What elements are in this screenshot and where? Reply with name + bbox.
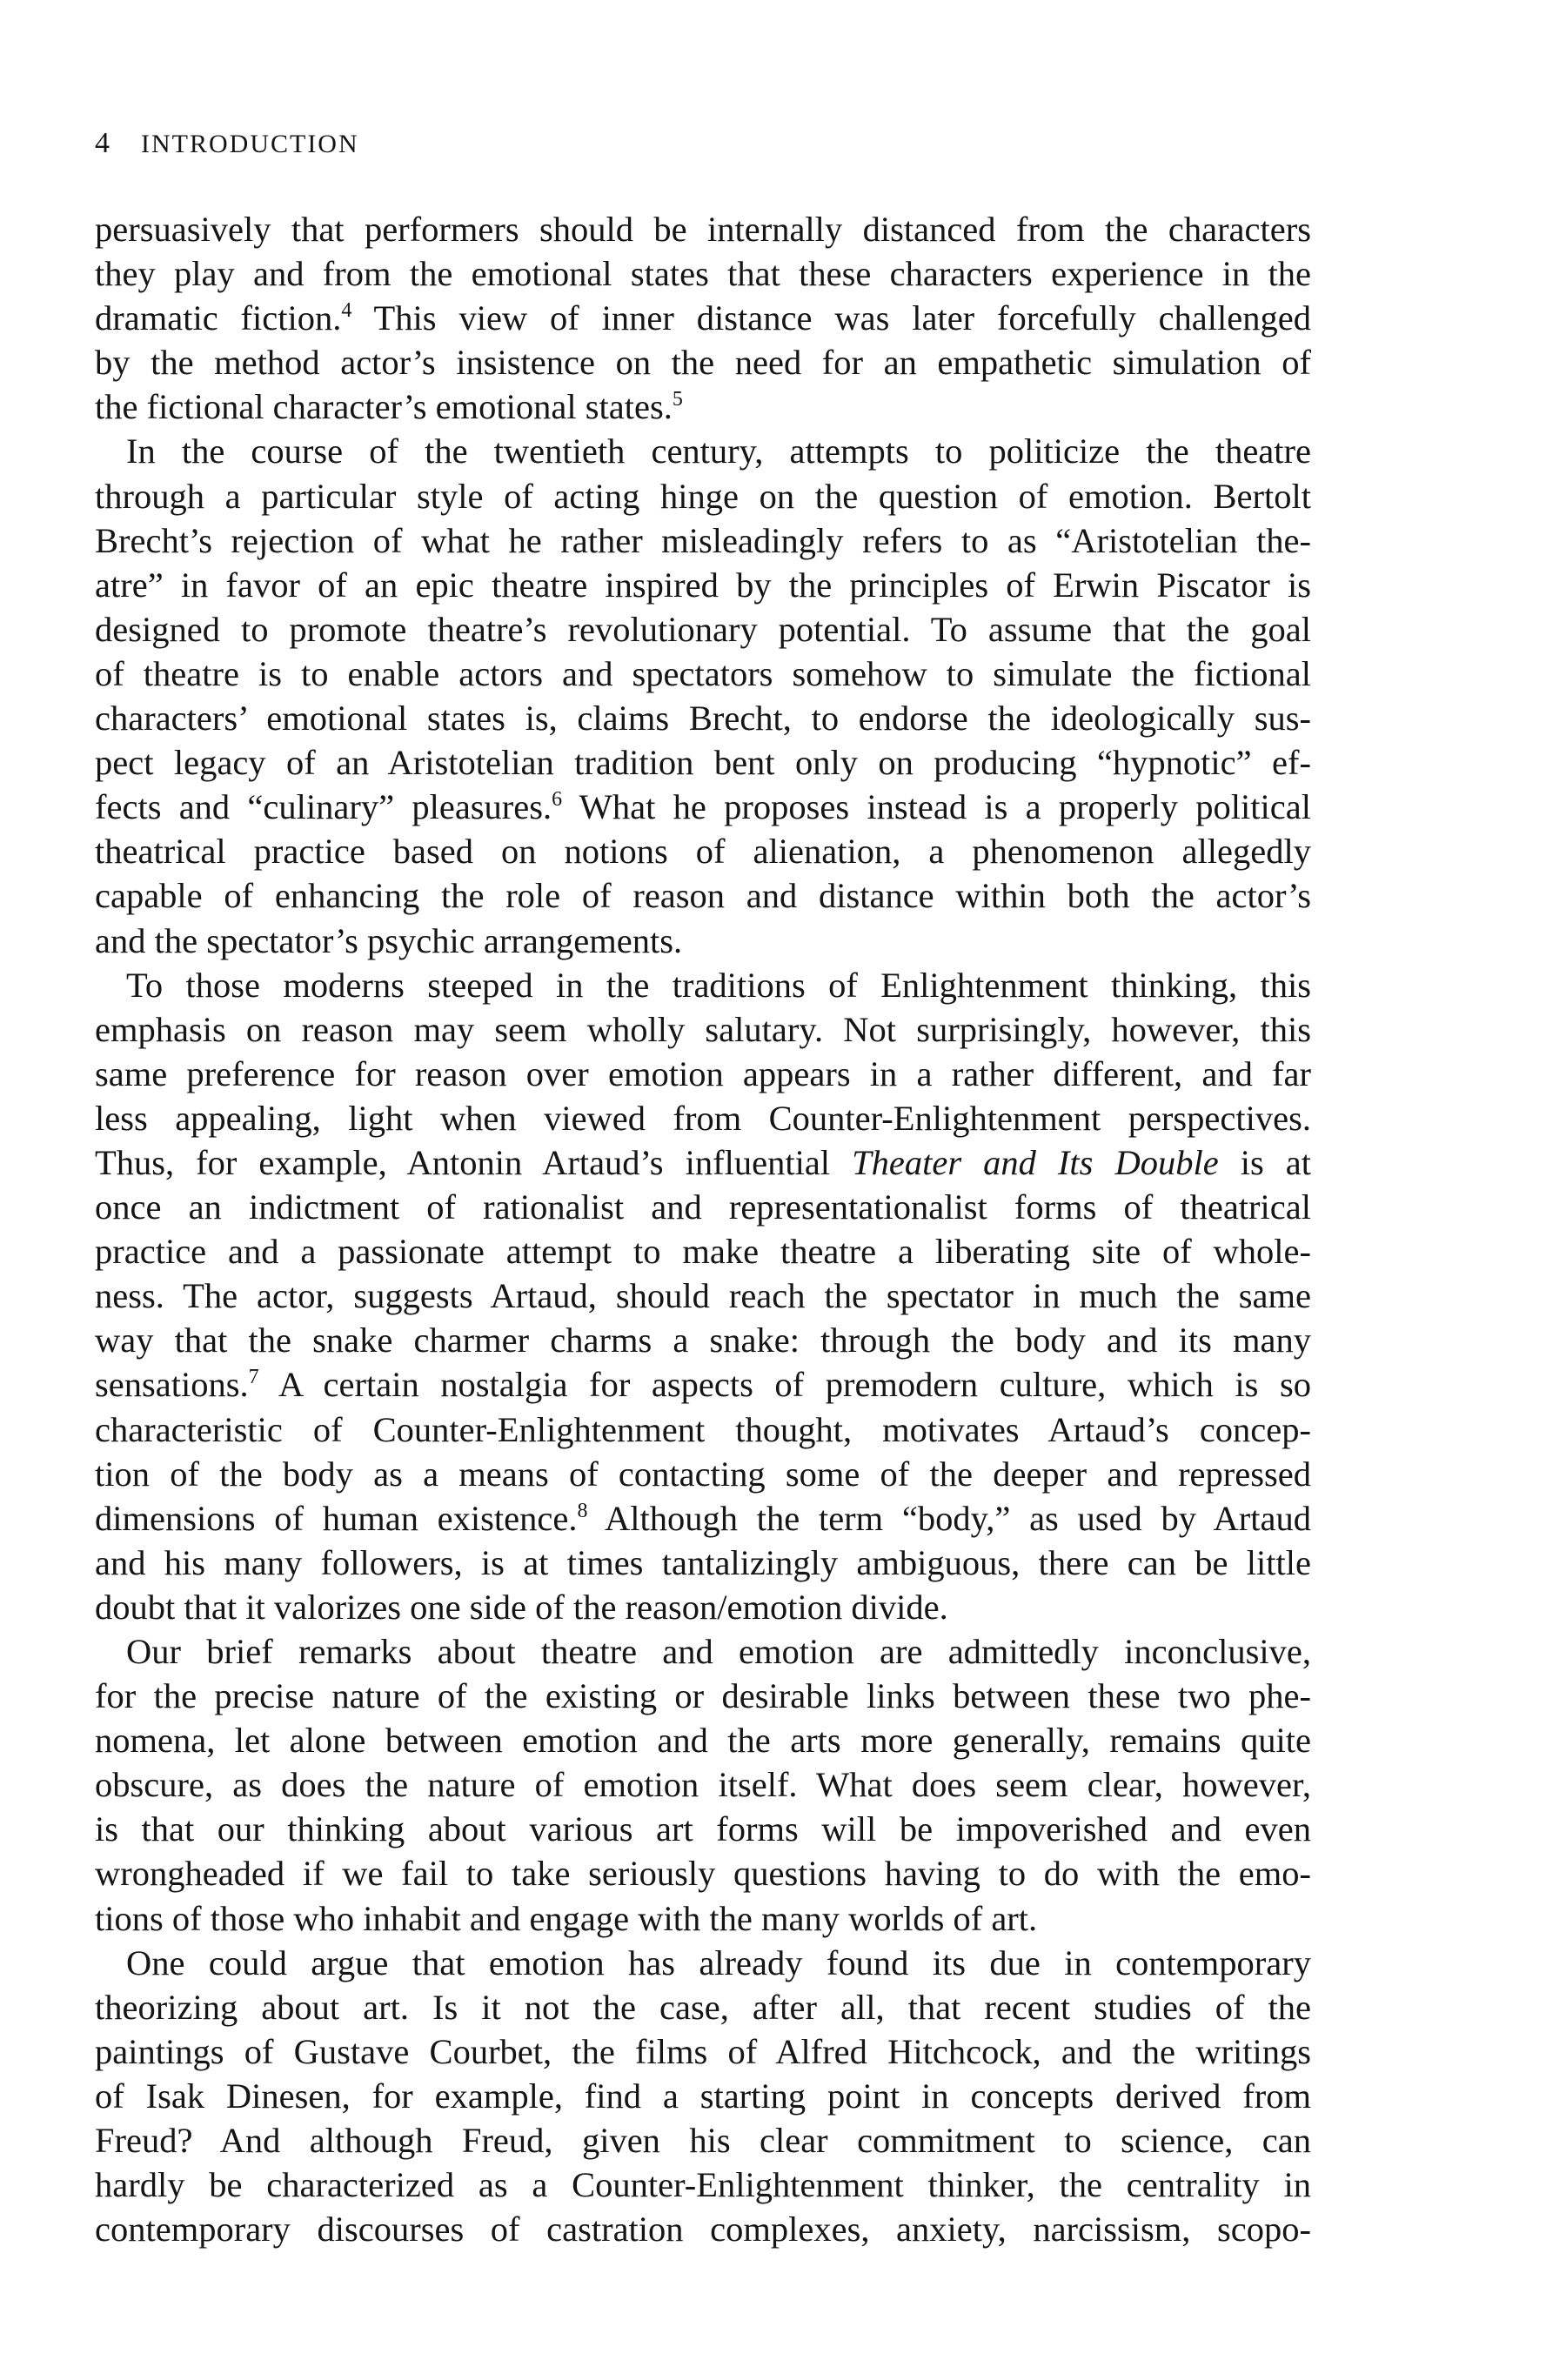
text-run: obscure, as does the nature of emotion itself. What does seem clear, however, <box>95 1765 1311 1805</box>
text-run: emphasis on reason may seem wholly salutary. Not surprisingly, however, this <box>95 1009 1311 1049</box>
text-run: What he proposes instead is a properly political <box>562 787 1311 827</box>
text-run: theatrical practice based on notions of alienation, a phenomenon allegedly <box>95 832 1311 872</box>
text-run: practice and a passionate attempt to make theatre a liberating site of whole- <box>95 1232 1311 1272</box>
footnote-marker: 8 <box>577 1499 588 1522</box>
text-run: and the spectator’s psychic arrangements. <box>95 920 683 960</box>
text-line <box>95 474 1311 518</box>
text-line <box>95 1274 1311 1318</box>
text-line <box>95 1407 1311 1452</box>
text-run: is at <box>1218 1142 1311 1182</box>
text-run: once an indictment of rationalist and representationalist forms of theatrical <box>95 1187 1311 1227</box>
text-run: doubt that it valorizes one side of the reason/emotion divide. <box>95 1587 948 1627</box>
text-run: is that our thinking about various art forms will be impoverished and even <box>95 1809 1311 1849</box>
page-number: 4 <box>95 127 111 159</box>
text-line <box>95 1851 1311 1895</box>
text-line <box>95 652 1311 696</box>
text-run: fects and “culinary” pleasures. <box>95 787 552 827</box>
text-line <box>95 1496 1311 1541</box>
footnote-marker: 5 <box>672 388 683 411</box>
text-run: ness. The actor, suggests Artaud, should reach the spectator in much the same <box>95 1276 1311 1316</box>
text-line <box>95 829 1311 873</box>
text-run: This view of inner distance was later forcefully challenged <box>351 298 1311 338</box>
text-line <box>95 384 1311 429</box>
footnote-marker: 4 <box>341 299 352 323</box>
text-run: pect legacy of an Aristotelian tradition bent only on producing “hypnotic” ef- <box>95 743 1311 783</box>
text-line <box>95 1718 1311 1762</box>
italic-title: Theater and Its Double <box>852 1142 1219 1182</box>
paragraph <box>95 1941 1311 2252</box>
text-line <box>95 1941 1311 1985</box>
text-run: Thus, for example, Antonin Artaud’s influential <box>95 1142 853 1182</box>
text-run: wrongheaded if we fail to take seriously questions having to do with the emo- <box>95 1854 1311 1894</box>
text-line <box>95 2163 1311 2207</box>
text-line <box>95 1096 1311 1140</box>
text-line <box>95 296 1311 340</box>
text-run: by the method actor’s insistence on the need for an empathetic simulation of <box>95 343 1311 383</box>
text-run: capable of enhancing the role of reason and distance within both the actor’s <box>95 876 1311 916</box>
text-line <box>95 873 1311 918</box>
footnote-marker: 6 <box>552 788 563 812</box>
text-run: same preference for reason over emotion appears in a rather different, and far <box>95 1053 1311 1093</box>
text-line <box>95 1807 1311 1851</box>
running-header <box>95 127 359 160</box>
paragraph <box>95 1629 1311 1941</box>
text-run: for the precise nature of the existing or desirable links between these two phe- <box>95 1676 1311 1716</box>
text-line <box>95 563 1311 607</box>
text-line <box>95 1052 1311 1096</box>
text-run: of Isak Dinesen, for example, find a starting point in concepts derived from <box>95 2076 1311 2116</box>
text-run: dimensions of human existence. <box>95 1498 578 1538</box>
text-line <box>95 1229 1311 1274</box>
text-line <box>95 963 1311 1007</box>
text-line <box>95 251 1311 296</box>
text-run: atre” in favor of an epic theatre inspired by the principles of Erwin Piscator is <box>95 565 1311 605</box>
text-line <box>95 518 1311 563</box>
text-line <box>95 1585 1311 1629</box>
text-run: contemporary discourses of castration complexes, anxiety, narcissism, scopo- <box>95 2210 1311 2250</box>
text-run: persuasively that performers should be internally distanced from the characters <box>95 210 1311 249</box>
text-line <box>95 2207 1311 2251</box>
text-line <box>95 1985 1311 2029</box>
paragraph <box>95 963 1311 1629</box>
text-line <box>95 1185 1311 1229</box>
text-line <box>95 2029 1311 2074</box>
text-line <box>95 1896 1311 1941</box>
text-line <box>95 919 1311 963</box>
text-run: hardly be characterized as a Counter-Enlightenment thinker, the centrality in <box>95 2165 1311 2205</box>
text-line <box>95 785 1311 829</box>
text-line <box>95 696 1311 740</box>
text-line <box>95 2118 1311 2163</box>
text-line <box>95 1452 1311 1496</box>
text-run: theorizing about art. Is it not the case, after all, that recent studies of the <box>95 1987 1311 2027</box>
text-run: tion of the body as a means of contacting some of the deeper and repressed <box>95 1454 1311 1494</box>
text-line <box>95 207 1311 251</box>
text-run: of theatre is to enable actors and spectators somehow to simulate the fictional <box>95 653 1311 693</box>
text-run: In the course of the twentieth century, attempts to politicize the theatre <box>126 431 1311 471</box>
text-run: the fictional character’s emotional states. <box>95 387 673 427</box>
text-line <box>95 340 1311 384</box>
text-line <box>95 1140 1311 1185</box>
text-run: and his many followers, is at times tantalizingly ambiguous, there can be little <box>95 1542 1311 1582</box>
text-line <box>95 607 1311 652</box>
text-run: paintings of Gustave Courbet, the films of Alfred Hitchcock, and the writings <box>95 2031 1311 2071</box>
text-run: Although the term “body,” as used by Artaud <box>587 1498 1311 1538</box>
text-line <box>95 1629 1311 1674</box>
text-line <box>95 740 1311 785</box>
text-run: less appealing, light when viewed from Counter-Enlightenment perspectives. <box>95 1098 1311 1138</box>
text-run: Freud? And although Freud, given his clear commitment to science, can <box>95 2121 1311 2161</box>
text-run: Our brief remarks about theatre and emotion are admittedly inconclusive, <box>126 1632 1311 1671</box>
text-run: characters’ emotional states is, claims Brecht, to endorse the ideologically sus- <box>95 699 1311 739</box>
text-line <box>95 1318 1311 1362</box>
text-run: sensations. <box>95 1365 249 1405</box>
text-line <box>95 1541 1311 1585</box>
text-run: To those moderns steeped in the traditions of Enlightenment thinking, this <box>126 965 1311 1005</box>
text-run: designed to promote theatre’s revolutionary potential. To assume that the goal <box>95 609 1311 649</box>
text-run: through a particular style of acting hinge on the question of emotion. Bertolt <box>95 476 1311 516</box>
text-line <box>95 429 1311 473</box>
body-text <box>95 207 1311 2251</box>
text-run: way that the snake charmer charms a snake: through the body and its many <box>95 1320 1311 1360</box>
text-run: characteristic of Counter-Enlightenment thought, motivates Artaud’s concep- <box>95 1409 1311 1449</box>
text-line <box>95 1007 1311 1052</box>
footnote-marker: 7 <box>248 1366 259 1389</box>
text-run: Brecht’s rejection of what he rather misleadingly refers to as “Aristotelian the- <box>95 520 1311 560</box>
text-run: nomena, let alone between emotion and the arts more generally, remains quite <box>95 1721 1311 1761</box>
text-run: tions of those who inhabit and engage with the many worlds of art. <box>95 1898 1038 1938</box>
paragraph <box>95 207 1311 429</box>
text-run: dramatic fiction. <box>95 298 342 338</box>
running-title: INTRODUCTION <box>141 130 359 158</box>
text-line <box>95 2074 1311 2118</box>
text-line <box>95 1674 1311 1718</box>
paragraph <box>95 429 1311 962</box>
text-line <box>95 1362 1311 1407</box>
text-run: they play and from the emotional states that these characters experience in the <box>95 254 1311 294</box>
text-run: A certain nostalgia for aspects of premodern culture, which is so <box>258 1365 1311 1405</box>
text-line <box>95 1762 1311 1807</box>
text-run: One could argue that emotion has already found its due in contemporary <box>126 1942 1311 1982</box>
